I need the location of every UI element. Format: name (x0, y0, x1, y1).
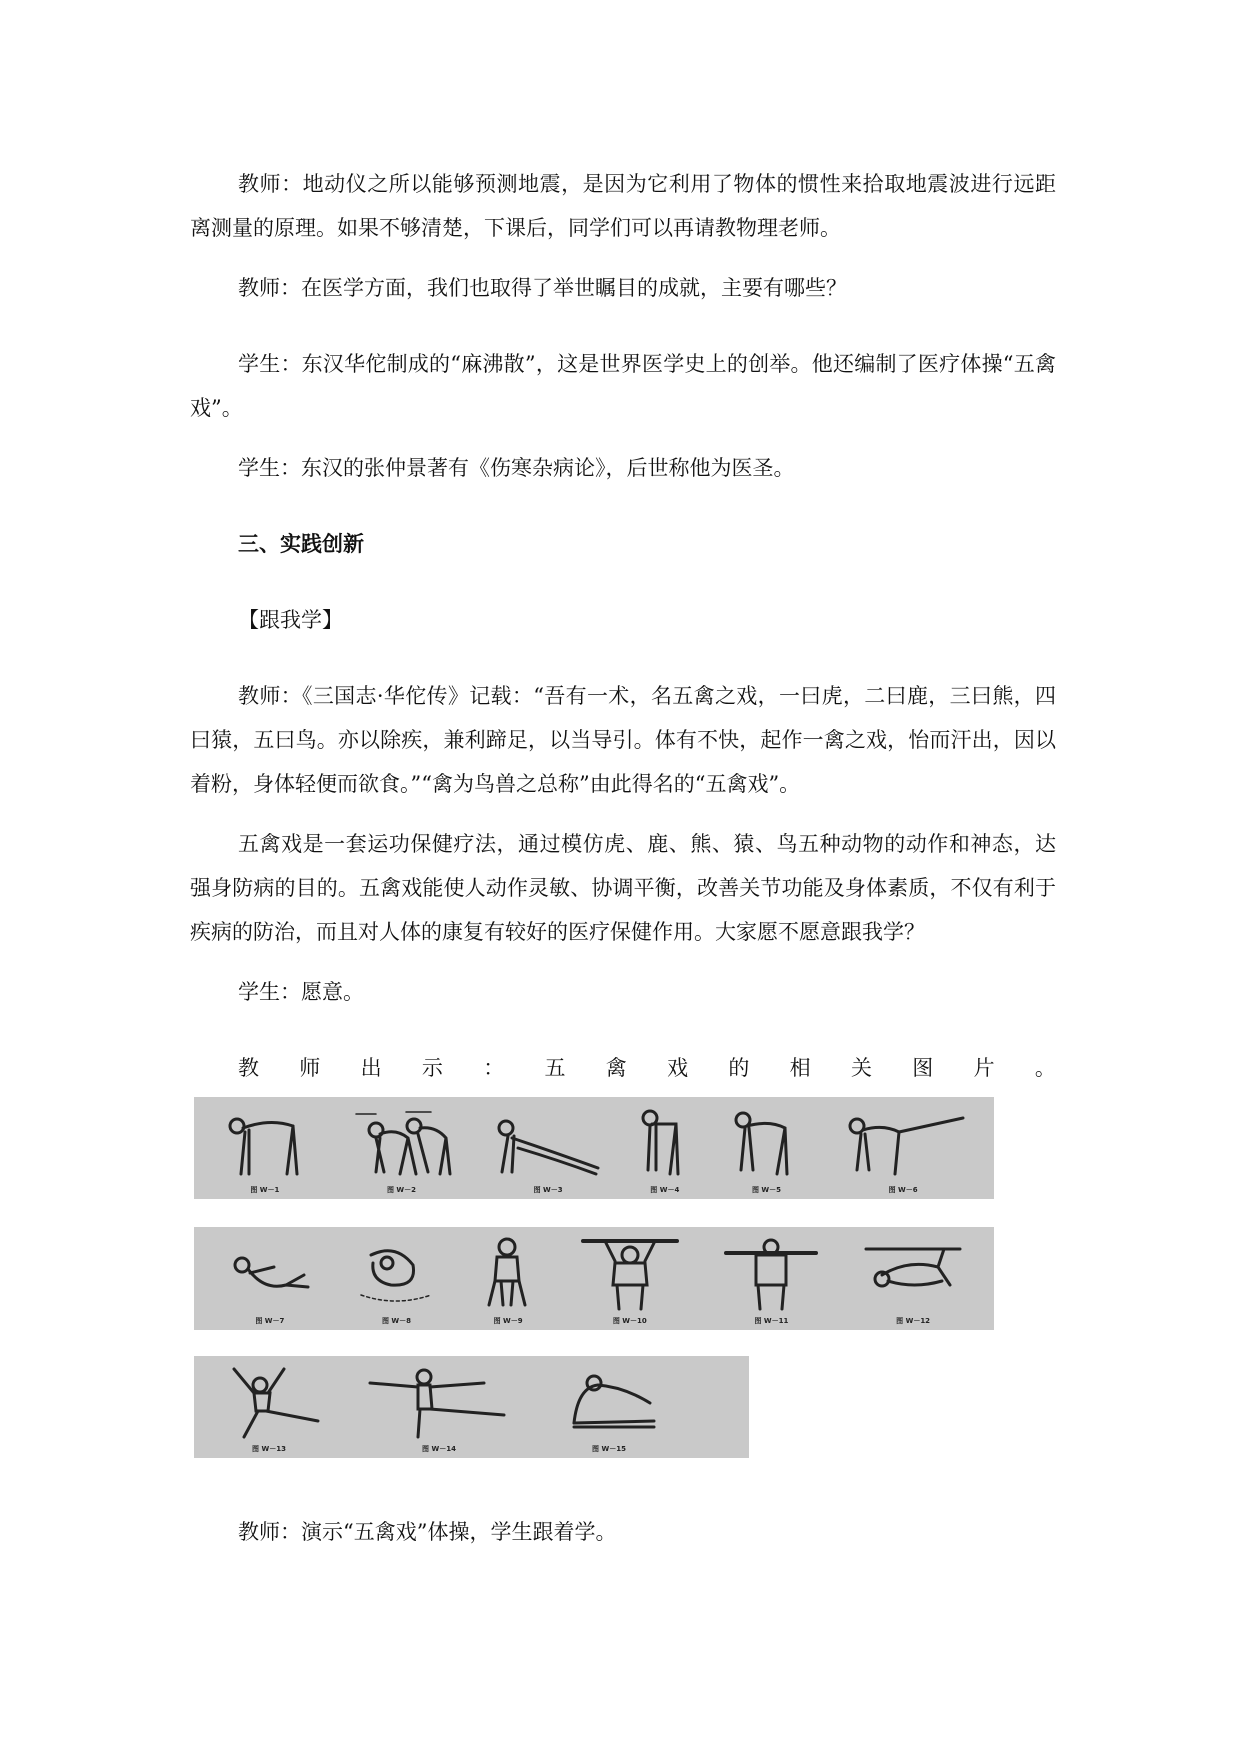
paragraph-teacher-sanguozhi: 教师：《三国志·华佗传》记载：“吾有一术，名五禽之戏，一曰虎，二曰鹿，三曰熊，四曰猿，五曰鸟。亦以除疾，兼利蹄足，以当导引。体有不快，起作一禽之戏，怡而汗出，因以着粉，身体轻便而欲食。”“禽为鸟兽之总称”由此得名的“五禽戏”。 (190, 684, 1056, 796)
section-heading: 三、实践创新 (238, 532, 364, 556)
exercise-figure-strip-3 (194, 1356, 749, 1458)
leg-raise-figure-icon (833, 1104, 973, 1184)
squatting-figure-icon (473, 1235, 543, 1315)
paragraph-student-huatuo: 学生：东汉华佗制成的“麻沸散”，这是世界医学史上的创举。他还编制了医疗体操“五禽戏”。 (190, 352, 1056, 420)
spread-char: 师 (299, 1056, 321, 1080)
arms-spread-figure-icon (364, 1363, 514, 1443)
hanging-bar-figure-icon (575, 1235, 685, 1315)
paragraph-student-zhangzhongjing: 学生：东汉的张仲景著有《伤寒杂病论》，后世称他为医圣。 (238, 456, 795, 480)
paragraph-student-agree: 学生：愿意。 (238, 980, 364, 1004)
figure-caption: 图 W－5 (751, 1186, 781, 1194)
exercise-figure (554, 1362, 664, 1454)
spread-char: 相 (789, 1056, 811, 1080)
figure-caption: 图 W－4 (650, 1186, 680, 1194)
follow-me-label: 【跟我学】 (238, 608, 343, 632)
exercise-figure (220, 1233, 320, 1326)
bending-figure-icon (215, 1104, 315, 1184)
holding-bar-figure-icon (716, 1235, 826, 1315)
figure-caption: 图 W－8 (381, 1317, 411, 1325)
standing-bend-figure-icon (630, 1104, 700, 1184)
spread-char: 出 (360, 1056, 382, 1080)
spread-char: 禽 (605, 1056, 627, 1080)
figure-caption: 图 W－14 (422, 1445, 456, 1453)
figure-caption: 图 W－13 (252, 1445, 286, 1453)
exercise-figure (488, 1103, 608, 1195)
paragraph-teacher-medicine: 教师：在医学方面，我们也取得了举世瞩目的成就，主要有哪些？ (238, 276, 847, 300)
figure-caption: 图 W－1 (250, 1186, 280, 1194)
spread-char: 教 (238, 1056, 259, 1080)
pushup-figure-icon (488, 1104, 608, 1184)
exercise-figure (716, 1233, 826, 1326)
figure-caption: 图 W－7 (255, 1317, 285, 1325)
figure-caption: 图 W－10 (612, 1317, 647, 1325)
spread-char: 。 (1034, 1056, 1056, 1080)
spread-char: 片 (973, 1056, 995, 1080)
exercise-figure (351, 1233, 441, 1326)
paragraph-teacher-demonstrate: 教师：演示“五禽戏”体操，学生跟着学。 (238, 1520, 617, 1544)
forward-bend-figure-icon (721, 1104, 811, 1184)
seated-stretch-figure-icon (554, 1363, 664, 1443)
exercise-figure (721, 1103, 811, 1195)
spread-char: 的 (728, 1056, 750, 1080)
exercise-figure (833, 1103, 973, 1195)
exercise-figure (575, 1233, 685, 1326)
spread-char: ： (483, 1056, 505, 1080)
exercise-figure (215, 1103, 315, 1195)
spread-char: 戏 (667, 1056, 689, 1080)
rolling-figure-icon (220, 1235, 320, 1315)
exercise-figure (336, 1103, 466, 1195)
paragraph-teacher-seismograph: 教师：地动仪之所以能够预测地震，是因为它利用了物体的惯性来拾取地震波进行远距离测量的原理。如果不够清楚，下课后，同学们可以再请教物理老师。 (190, 172, 1056, 240)
paragraph-wuqinxi-description: 五禽戏是一套运功保健疗法，通过模仿虎、鹿、熊、猿、鸟五种动物的动作和神态，达强身防病的目的。五禽戏能使人动作灵敏、协调平衡，改善关节功能及身体素质，不仅有利于疾病的防治，而且对人体的康复有较好的医疗保健作用。大家愿不愿意跟我学？ (190, 832, 1056, 944)
figure-caption: 图 W－6 (888, 1186, 918, 1194)
spread-char: 关 (850, 1056, 872, 1080)
spread-char: 图 (912, 1056, 934, 1080)
exercise-figure (364, 1362, 514, 1454)
paragraph-teacher-show-images (190, 1046, 1056, 1090)
figure-caption: 图 W－3 (533, 1186, 563, 1194)
curled-figure-icon (351, 1235, 441, 1315)
figure-caption: 图 W－2 (386, 1186, 416, 1194)
exercise-figure (214, 1362, 324, 1454)
side-kick-figure-icon (214, 1363, 324, 1443)
exercise-figure (630, 1103, 700, 1195)
double-bending-figure-icon (336, 1104, 466, 1184)
figure-caption: 图 W－9 (493, 1317, 523, 1325)
bar-curl-figure-icon (858, 1235, 968, 1315)
exercise-figure-strip-1 (194, 1097, 994, 1199)
spread-char: 示 (421, 1056, 443, 1080)
exercise-figure-strip-2 (194, 1227, 994, 1330)
figure-caption: 图 W－12 (896, 1317, 931, 1325)
figure-caption: 图 W－15 (592, 1445, 626, 1453)
exercise-figure (473, 1233, 543, 1326)
exercise-figure (858, 1233, 968, 1326)
figure-caption: 图 W－11 (754, 1317, 789, 1325)
spread-char: 五 (544, 1056, 566, 1080)
